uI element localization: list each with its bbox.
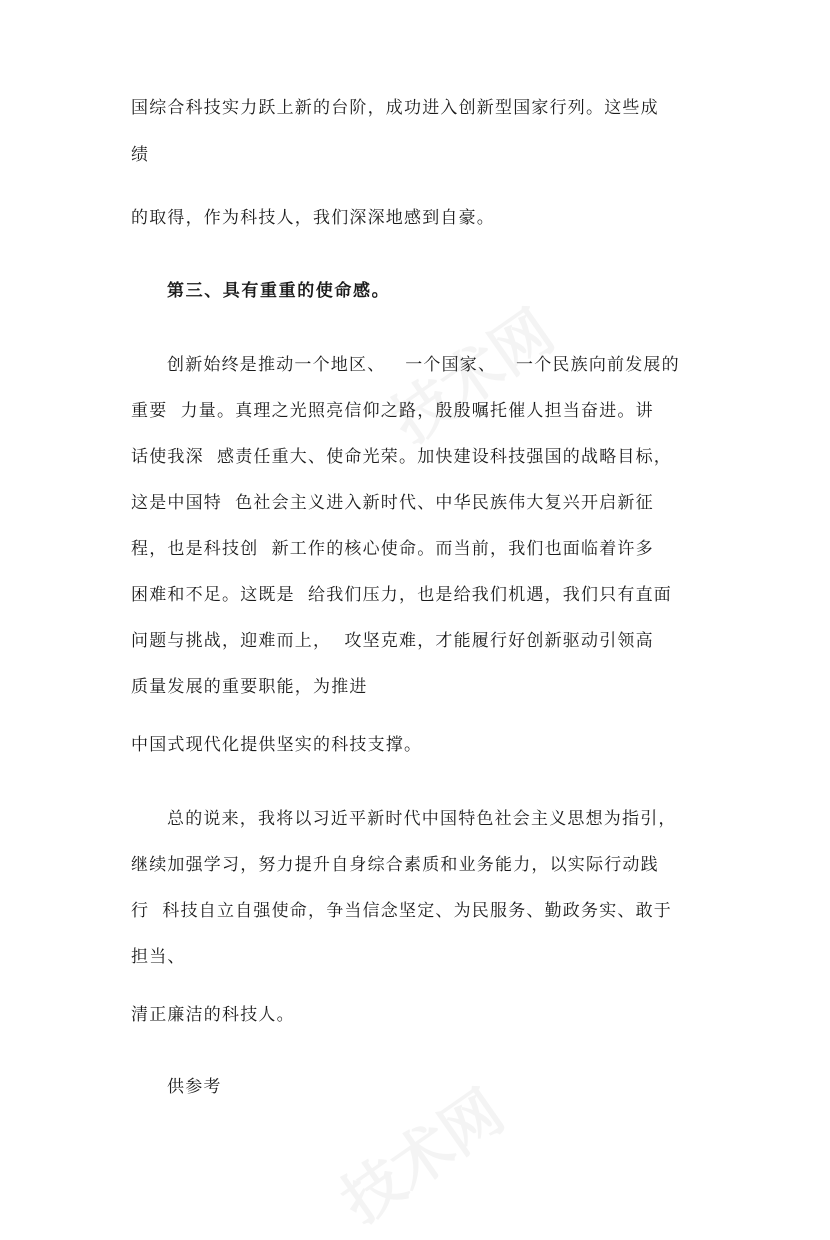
text-line: 担当、 <box>131 947 186 967</box>
text-line: 绩 <box>131 145 150 165</box>
text-line: 继续加强学习，努力提升自身综合素质和业务能力，以实际行动践 <box>131 855 659 875</box>
text-line: 的取得，作为科技人，我们深深地感到自豪。 <box>131 208 495 228</box>
text-line: 中国式现代化提供坚实的科技支撑。 <box>131 735 423 755</box>
section-heading: 第三、具有重重的使命感。 <box>167 281 391 301</box>
text-line: 清正廉洁的科技人。 <box>131 1005 295 1025</box>
text-line: 问题与挑战，迎难而上， 攻坚克难，才能履行好创新驱动引领高 <box>131 631 654 651</box>
text-line: 这是中国特 色社会主义进入新时代、中华民族伟大复兴开启新征 <box>131 493 654 513</box>
text-line: 国综合科技实力跃上新的台阶，成功进入创新型国家行列。这些成 <box>131 98 659 118</box>
text-line: 质量发展的重要职能，为推进 <box>131 677 368 697</box>
watermark <box>322 1066 519 1240</box>
text-line: 创新始终是推动一个地区、 一个国家、 一个民族向前发展的 <box>167 355 680 375</box>
text-line: 行 科技自立自强使命，争当信念坚定、为民服务、勤政务实、敢于 <box>131 901 673 921</box>
text-line: 话使我深 感责任重大、使命光荣。加快建设科技强国的战略目标， <box>131 447 673 467</box>
text-line: 供参考 <box>167 1077 222 1097</box>
text-line: 总的说来，我将以习近平新时代中国特色社会主义思想为指引， <box>167 809 677 829</box>
text-line: 困难和不足。这既是 给我们压力，也是给我们机遇，我们只有直面 <box>131 585 673 605</box>
text-line: 重要 力量。真理之光照亮信仰之路，殷殷嘱托催人担当奋进。讲 <box>131 401 654 421</box>
text-line: 程，也是科技创 新工作的核心使命。而当前，我们也面临着许多 <box>131 539 654 559</box>
